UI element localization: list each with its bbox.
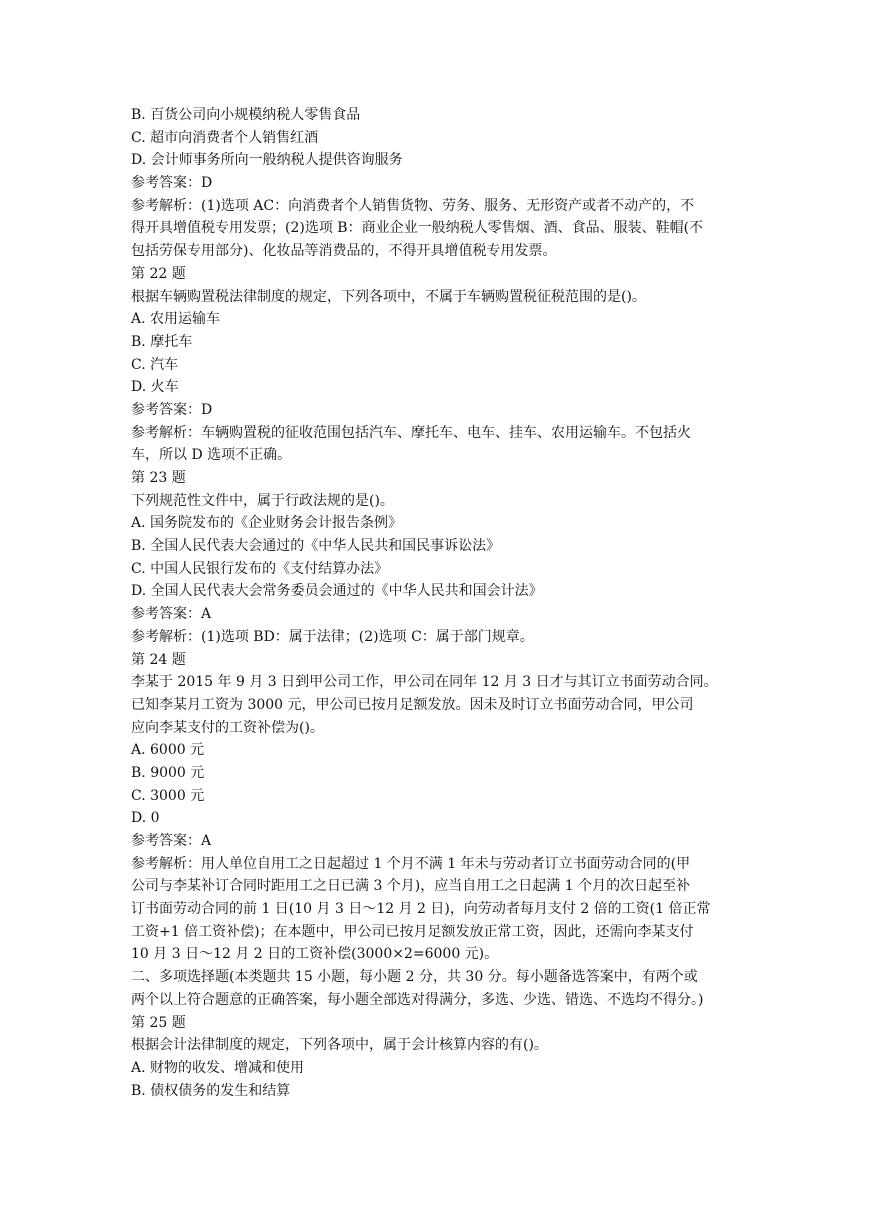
text-line: 第 25 题 <box>131 1014 186 1031</box>
text-line: 第 24 题 <box>131 651 186 668</box>
text-line: D. 全国人民代表大会常务委员会通过的《中华人民共和国会计法》 <box>131 583 543 600</box>
text-line: 参考答案：A <box>131 606 212 623</box>
text-line: A. 财物的收发、增减和使用 <box>131 1059 305 1076</box>
text-line: B. 摩托车 <box>131 333 193 350</box>
text-line: A. 农用运输车 <box>131 311 221 328</box>
text-line: 车，所以 D 选项不正确。 <box>131 447 292 464</box>
text-line: 参考解析：用人单位自用工之日起超过 1 个月不满 1 年未与劳动者订立书面劳动合同的(甲 <box>131 855 691 872</box>
text-line: 根据车辆购置税法律制度的规定，下列各项中，不属于车辆购置税征税范围的是()。 <box>131 288 646 305</box>
text-line: C. 3000 元 <box>131 787 205 804</box>
text-line: 第 22 题 <box>131 265 186 282</box>
text-line: A. 6000 元 <box>131 742 205 759</box>
text-line: D. 0 <box>131 810 160 827</box>
text-line: 工资+1 倍工资补偿)；在本题中，甲公司已按月足额发放正常工资，因此，还需向李某支付 <box>131 923 694 940</box>
text-line: D. 火车 <box>131 379 179 396</box>
text-line: 根据会计法律制度的规定，下列各项中，属于会计核算内容的有()。 <box>131 1037 548 1054</box>
text-line: C. 中国人民银行发布的《支付结算办法》 <box>131 560 389 577</box>
text-line: 公司与李某补订合同时距用工之日已满 3 个月)，应当自用工之日起满 1 个月的次日起至补 <box>131 878 691 895</box>
text-line: 参考解析：车辆购置税的征收范围包括汽车、摩托车、电车、挂车、农用运输车。不包括火 <box>131 424 691 441</box>
text-line: 订书面劳动合同的前 1 日(10 月 3 日～12 月 2 日)，向劳动者每月支付 2 倍的工资(1 倍正常 <box>131 901 711 918</box>
text-line: C. 汽车 <box>131 356 179 373</box>
text-line: B. 全国人民代表大会通过的《中华人民共和国民事诉讼法》 <box>131 538 501 555</box>
text-line: 第 23 题 <box>131 470 186 486</box>
text-line: 已知李某月工资为 3000 元，甲公司已按月足额发放。因未及时订立书面劳动合同，甲公司 <box>131 696 694 713</box>
text-line: 包括劳保专用部分)、化妆品等消费品的，不得开具增值税专用发票。 <box>131 243 557 260</box>
text-line: A. 国务院发布的《企业财务会计报告条例》 <box>131 515 403 532</box>
text-line: 参考答案：D <box>131 401 213 418</box>
document-page <box>131 104 741 1102</box>
text-line: B. 债权债务的发生和结算 <box>131 1082 291 1099</box>
text-line: 参考解析：(1)选项 AC：向消费者个人销售货物、劳务、服务、无形资产或者不动产的，不 <box>131 197 695 214</box>
text-line: 下列规范性文件中，属于行政法规的是()。 <box>131 492 394 509</box>
text-line: D. 会计师事务所向一般纳税人提供咨询服务 <box>131 152 403 169</box>
text-line: 李某于 2015 年 9 月 3 日到甲公司工作，甲公司在同年 12 月 3 日才与其订立书面劳动合同。 <box>131 674 718 691</box>
text-line: 参考答案：D <box>131 175 213 192</box>
text-line: B. 9000 元 <box>131 764 205 781</box>
text-line: 二、多项选择题(本类题共 15 小题，每小题 2 分，共 30 分。每小题备选答案中，有两个或 <box>131 969 698 986</box>
text-line: 应向李某支付的工资补偿为()。 <box>131 719 324 736</box>
text-line: 得开具增值税专用发票；(2)选项 B：商业企业一般纳税人零售烟、酒、食品、服装、鞋帽(不 <box>131 220 704 237</box>
text-line: 两个以上符合题意的正确答案，每小题全部选对得满分，多选、少选、错选、不选均不得分。) <box>131 991 704 1008</box>
text-line: 参考答案：A <box>131 833 212 849</box>
text-line: B. 百货公司向小规模纳税人零售食品 <box>131 107 361 123</box>
text-line: C. 超市向消费者个人销售红酒 <box>131 129 319 146</box>
text-line: 10 月 3 日～12 月 2 日的工资补偿(3000×2=6000 元)。 <box>131 946 499 963</box>
text-line: 参考解析：(1)选项 BD：属于法律；(2)选项 C：属于部门规章。 <box>131 628 534 645</box>
